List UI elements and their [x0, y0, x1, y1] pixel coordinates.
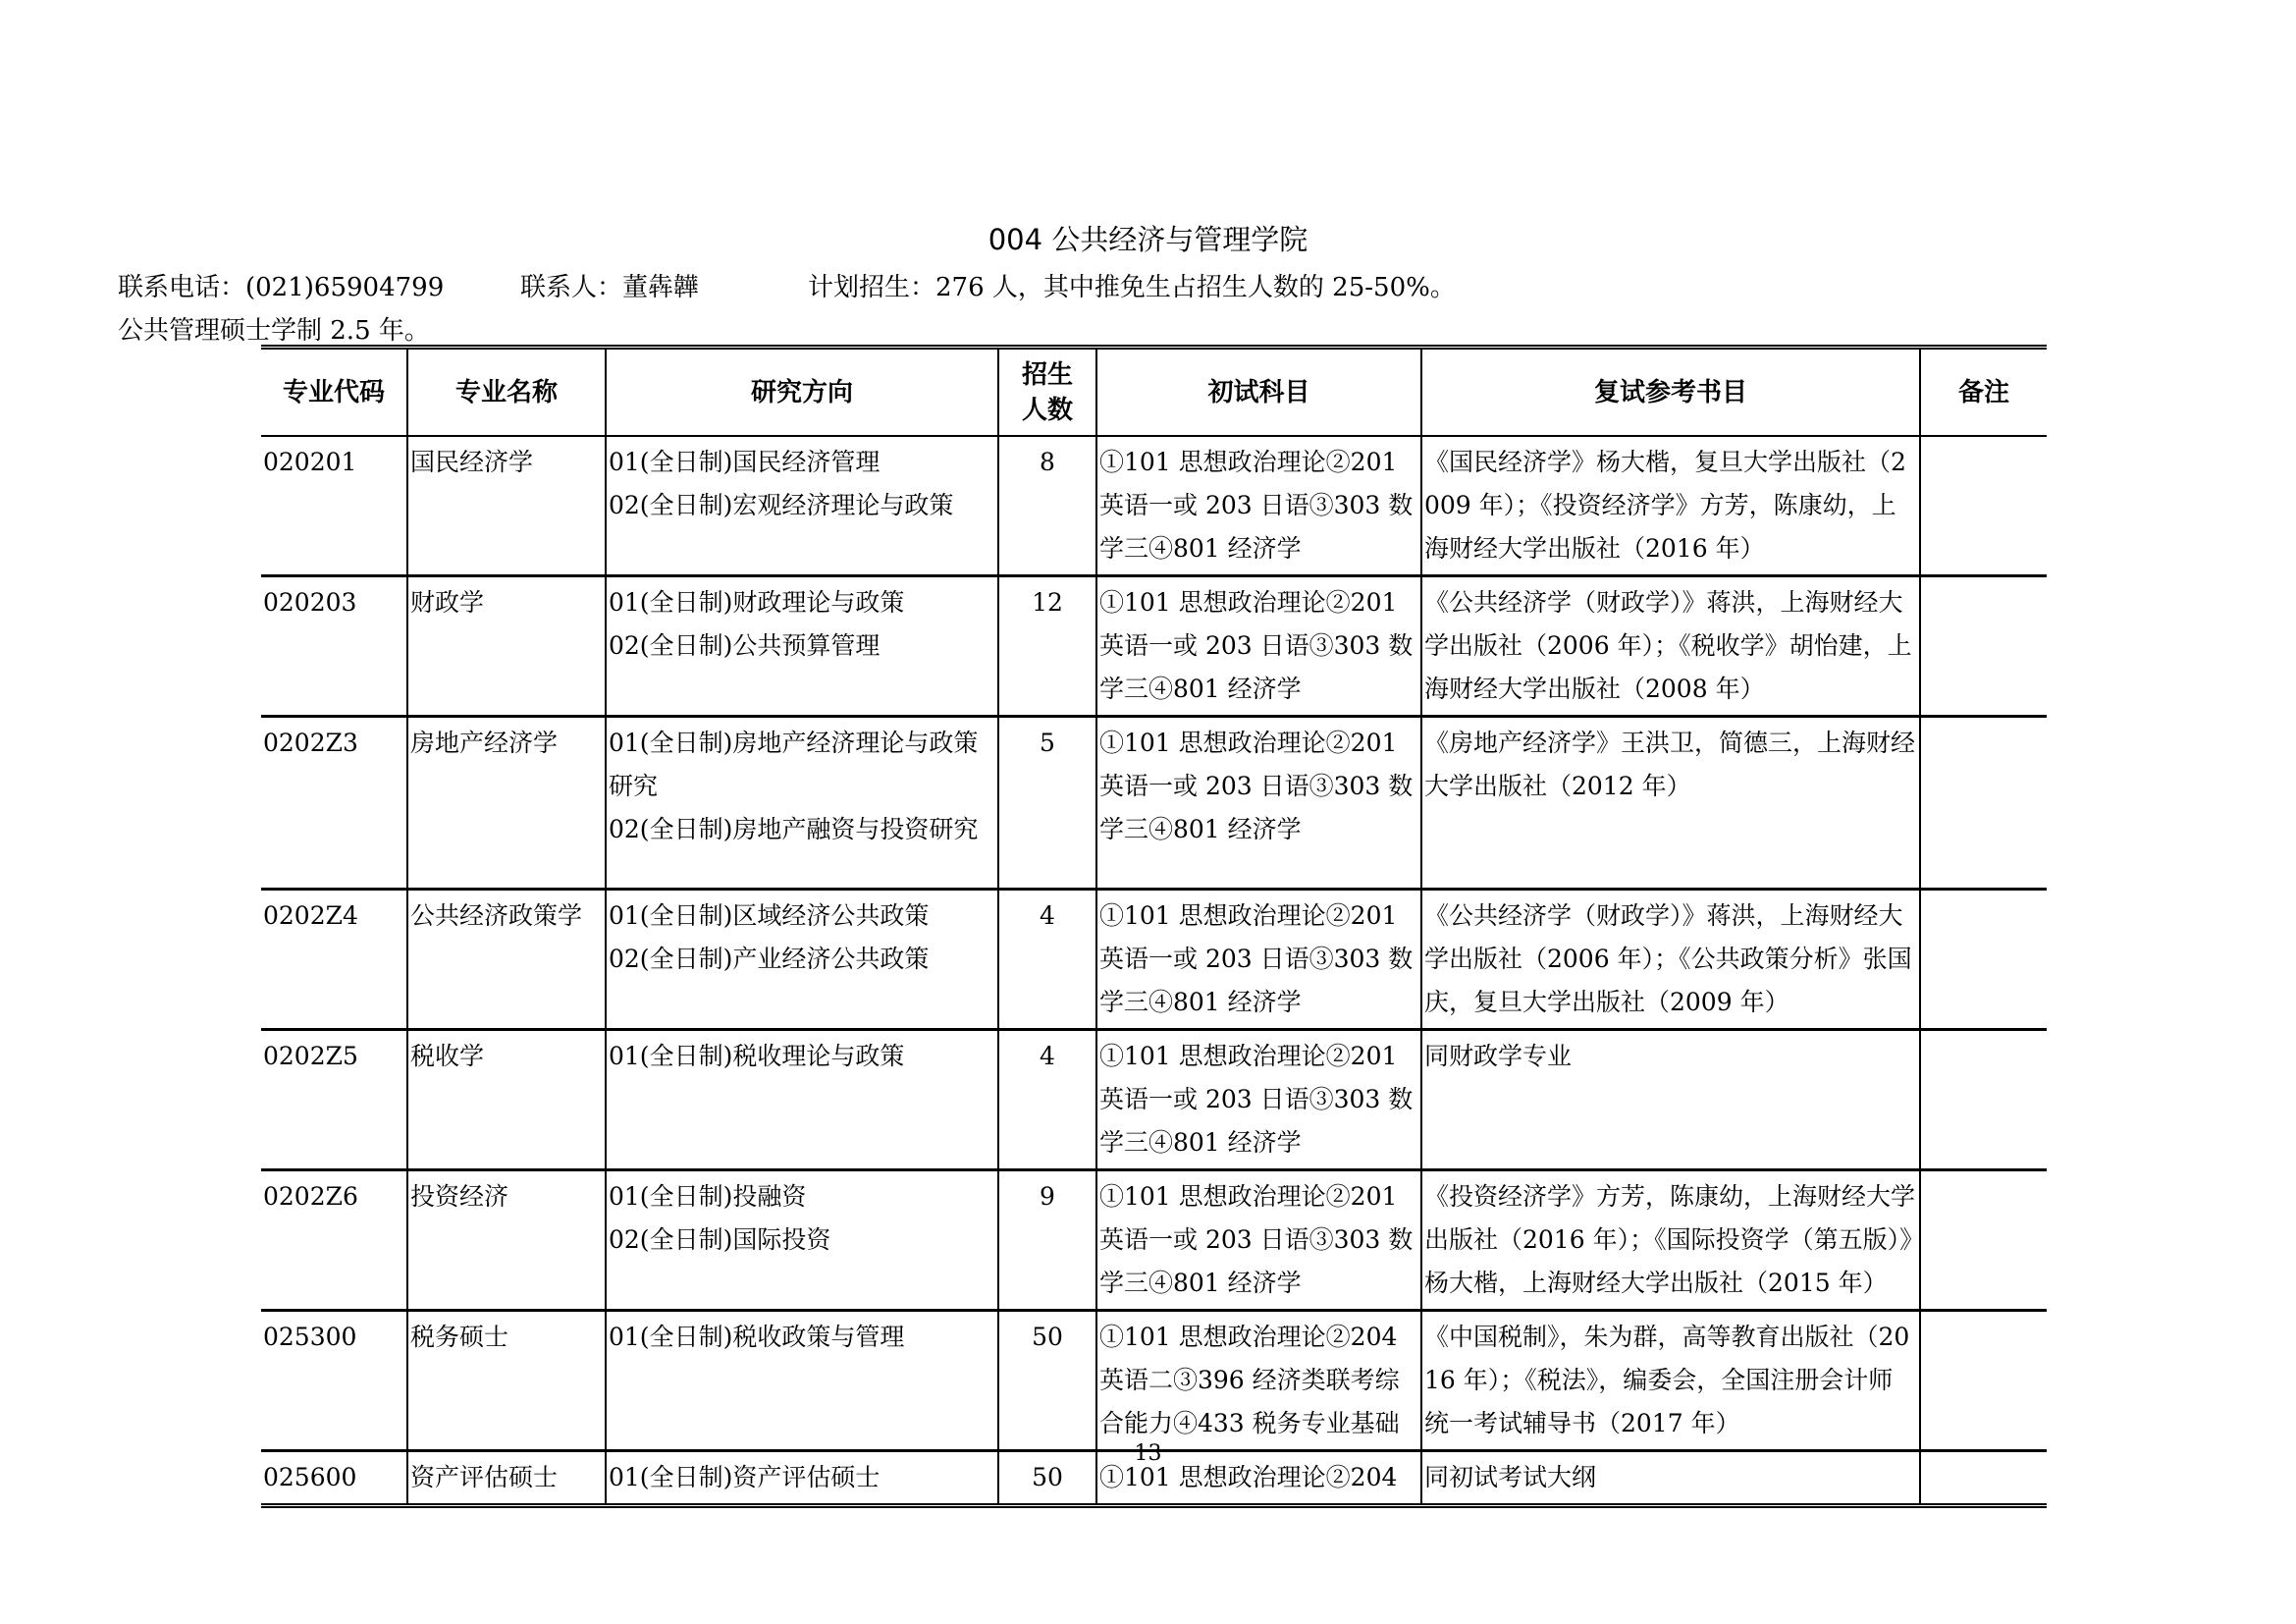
research-direction-cell	[606, 1030, 998, 1170]
research-direction-cell	[606, 1170, 998, 1311]
reference-books-cell: 同初试考试大纲	[1421, 1451, 1920, 1506]
major-code-cell: 0202Z6	[261, 1170, 407, 1311]
table-body	[261, 436, 2047, 1506]
reference-books-cell: 《公共经济学（财政学）》蒋洪，上海财经大学出版社（2006 年）；《公共政策分析》张国庆，复旦大学出版社（2009 年）	[1421, 890, 1920, 1030]
header-initial-exam: 初试科目	[1096, 348, 1421, 437]
table-row	[261, 717, 2047, 890]
enrollment-count-cell: 12	[998, 576, 1096, 717]
research-direction-item: 01(全日制)税收政策与管理	[609, 1323, 905, 1351]
major-code-cell: 0202Z3	[261, 717, 407, 890]
remarks-cell	[1920, 436, 2047, 576]
major-name-cell: 税收学	[407, 1030, 606, 1170]
table-row	[261, 890, 2047, 1030]
reference-books-cell: 《投资经济学》方芳，陈康幼，上海财经大学出版社（2016 年）；《国际投资学（第五版）》杨大楷，上海财经大学出版社（2015 年）	[1421, 1170, 1920, 1311]
header-enrollment-line1: 招生	[1021, 359, 1073, 390]
remarks-cell	[1920, 1170, 2047, 1311]
initial-exam-cell: ①101 思想政治理论②201 英语一或 203 日语③303 数学三④801 经济学	[1096, 717, 1421, 890]
initial-exam-cell: ①101 思想政治理论②201 英语一或 203 日语③303 数学三④801 经济学	[1096, 436, 1421, 576]
header-major-code: 专业代码	[261, 348, 407, 437]
page-number: 13	[1134, 1441, 1162, 1466]
remarks-cell	[1920, 717, 2047, 890]
table-row	[261, 576, 2047, 717]
major-name-cell: 房地产经济学	[407, 717, 606, 890]
major-code-cell: 020201	[261, 436, 407, 576]
enrollment-plan: 计划招生：276 人，其中推免生占招生人数的 25-50%。	[808, 273, 1456, 302]
major-code-cell: 0202Z5	[261, 1030, 407, 1170]
enrollment-count-cell: 8	[998, 436, 1096, 576]
reference-books-cell: 《公共经济学（财政学）》蒋洪，上海财经大学出版社（2006 年）；《税收学》胡怡建，上海财经大学出版社（2008 年）	[1421, 576, 1920, 717]
initial-exam-cell: ①101 思想政治理论②201 英语一或 203 日语③303 数学三④801 经济学	[1096, 576, 1421, 717]
research-direction-item: 02(全日制)产业经济公共政策	[609, 945, 930, 973]
major-name-cell: 税务硕士	[407, 1311, 606, 1451]
initial-exam-cell: ①101 思想政治理论②204 英语二③396 经济类联考综合能力④433 税务专业基础	[1096, 1311, 1421, 1451]
table-row	[261, 1311, 2047, 1451]
research-direction-item: 01(全日制)财政理论与政策	[609, 588, 905, 617]
header-reference-books: 复试参考书目	[1421, 348, 1920, 437]
header-remarks: 备注	[1920, 348, 2047, 437]
research-direction-cell	[606, 436, 998, 576]
major-name-cell: 投资经济	[407, 1170, 606, 1311]
research-direction-item: 02(全日制)国际投资	[609, 1225, 831, 1254]
remarks-cell	[1920, 890, 2047, 1030]
table-row	[261, 1030, 2047, 1170]
enrollment-count-cell: 4	[998, 1030, 1096, 1170]
header-enrollment-count	[998, 348, 1096, 437]
major-code-cell: 025300	[261, 1311, 407, 1451]
research-direction-item: 01(全日制)区域经济公共政策	[609, 901, 930, 930]
major-name-cell: 财政学	[407, 576, 606, 717]
table-row	[261, 1170, 2047, 1311]
reference-books-cell: 《国民经济学》杨大楷，复旦大学出版社（2009 年）；《投资经济学》方芳，陈康幼，上海财经大学出版社（2016 年）	[1421, 436, 1920, 576]
research-direction-item: 01(全日制)国民经济管理	[609, 448, 881, 476]
initial-exam-cell: ①101 思想政治理论②201 英语一或 203 日语③303 数学三④801 经济学	[1096, 1030, 1421, 1170]
enrollment-count-cell: 50	[998, 1311, 1096, 1451]
research-direction-item: 01(全日制)税收理论与政策	[609, 1042, 905, 1070]
research-direction-item: 02(全日制)公共预算管理	[609, 631, 881, 660]
research-direction-cell	[606, 717, 998, 890]
table-row	[261, 436, 2047, 576]
initial-exam-cell: ①101 思想政治理论②201 英语一或 203 日语③303 数学三④801 经济学	[1096, 1170, 1421, 1311]
research-direction-cell	[606, 576, 998, 717]
remarks-cell	[1920, 1311, 2047, 1451]
reference-books-cell: 《房地产经济学》王洪卫，简德三，上海财经大学出版社（2012 年）	[1421, 717, 1920, 890]
research-direction-item: 01(全日制)房地产经济理论与政策研究	[609, 729, 979, 800]
table-header-row	[261, 348, 2047, 437]
initial-exam-cell: ①101 思想政治理论②201 英语一或 203 日语③303 数学三④801 经济学	[1096, 890, 1421, 1030]
initial-exam-cell: ①101 思想政治理论②204	[1096, 1451, 1421, 1506]
research-direction-item: 01(全日制)投融资	[609, 1182, 807, 1211]
contact-person: 联系人：董犇韡	[520, 273, 700, 302]
enrollment-count-cell: 4	[998, 890, 1096, 1030]
admission-table	[261, 345, 2047, 1508]
reference-books-cell: 《中国税制》，朱为群，高等教育出版社（2016 年）；《税法》，编委会，全国注册会计师统一考试辅导书（2017 年）	[1421, 1311, 1920, 1451]
enrollment-count-cell: 9	[998, 1170, 1096, 1311]
reference-books-cell: 同财政学专业	[1421, 1030, 1920, 1170]
research-direction-cell	[606, 890, 998, 1030]
header-major-name: 专业名称	[407, 348, 606, 437]
major-name-cell: 资产评估硕士	[407, 1451, 606, 1506]
contact-phone: 联系电话：(021)65904799	[118, 273, 445, 302]
major-code-cell: 0202Z4	[261, 890, 407, 1030]
research-direction-item: 02(全日制)宏观经济理论与政策	[609, 491, 954, 519]
remarks-cell	[1920, 576, 2047, 717]
remarks-cell	[1920, 1030, 2047, 1170]
major-code-cell: 025600	[261, 1451, 407, 1506]
research-direction-cell	[606, 1311, 998, 1451]
research-direction-item: 01(全日制)资产评估硕士	[609, 1463, 881, 1491]
major-name-cell: 国民经济学	[407, 436, 606, 576]
program-duration-note: 公共管理硕士学制 2.5 年。	[118, 316, 430, 346]
enrollment-count-cell: 5	[998, 717, 1096, 890]
header-enrollment-line2: 人数	[1021, 395, 1073, 425]
enrollment-count-cell: 50	[998, 1451, 1096, 1506]
header-research-direction: 研究方向	[606, 348, 998, 437]
page-title: 004 公共经济与管理学院	[988, 223, 1308, 256]
major-code-cell: 020203	[261, 576, 407, 717]
research-direction-item: 02(全日制)房地产融资与投资研究	[609, 815, 979, 843]
major-name-cell: 公共经济政策学	[407, 890, 606, 1030]
